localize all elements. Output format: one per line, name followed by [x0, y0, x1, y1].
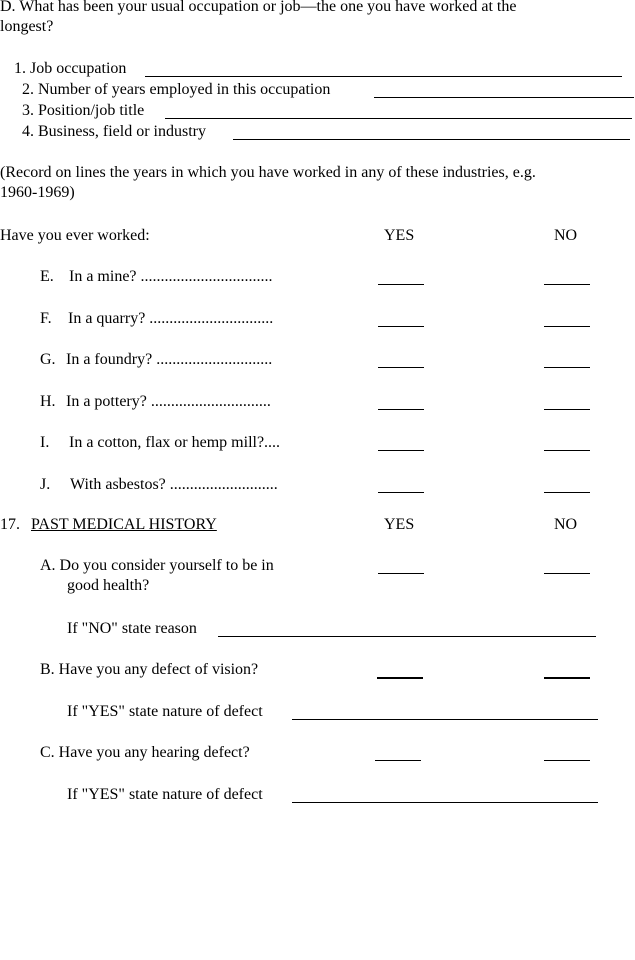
no-reason-label: If "NO" state reason	[67, 620, 197, 637]
asbestos-no-blank[interactable]	[544, 492, 590, 493]
hearing-nature-label: If "YES" state nature of defect	[67, 786, 263, 803]
section-number: 17.	[0, 516, 20, 533]
asbestos-question: With asbestos? ...........................	[70, 476, 278, 493]
question-letter: E.	[40, 268, 54, 285]
worked-prompt: Have you ever worked:	[0, 227, 150, 244]
question-letter: I.	[40, 434, 50, 451]
years-employed-line[interactable]	[374, 97, 634, 98]
worked-no-header: NO	[554, 227, 578, 244]
hearing-yes-blank[interactable]	[375, 760, 421, 761]
pottery-no-blank[interactable]	[544, 409, 590, 410]
pottery-question: In a pottery? ..............................	[66, 393, 271, 410]
good-health-question-line1: A. Do you consider yourself to be in	[40, 557, 274, 574]
mine-no-blank[interactable]	[544, 284, 590, 285]
pottery-yes-blank[interactable]	[378, 409, 424, 410]
vision-yes-blank[interactable]	[377, 677, 423, 679]
quarry-no-blank[interactable]	[544, 326, 590, 327]
position-title-line[interactable]	[165, 118, 632, 119]
hearing-no-blank[interactable]	[544, 760, 590, 761]
quarry-yes-blank[interactable]	[378, 326, 424, 327]
record-note-line2: 1960-1969)	[0, 184, 75, 201]
worked-yes-header: YES	[384, 227, 415, 244]
question-letter: G.	[40, 351, 56, 368]
question-letter: H.	[40, 393, 56, 410]
business-field-line[interactable]	[233, 139, 630, 140]
section-title: PAST MEDICAL HISTORY	[31, 516, 217, 533]
quarry-question: In a quarry? ...............................	[68, 310, 274, 327]
question-letter: F.	[40, 310, 52, 327]
mine-yes-blank[interactable]	[378, 284, 424, 285]
good-health-question-line2: good health?	[67, 577, 150, 594]
mine-question: In a mine? .................................	[69, 268, 273, 285]
record-note-line1: (Record on lines the years in which you have worked in any of these industries, e.g.	[0, 164, 536, 181]
vision-defect-question: B. Have you any defect of vision?	[40, 661, 259, 678]
vision-nature-label: If "YES" state nature of defect	[67, 703, 263, 720]
job-occupation-label: 1. Job occupation	[14, 60, 127, 77]
hearing-defect-question: C. Have you any hearing defect?	[40, 744, 250, 761]
good-health-no-blank[interactable]	[544, 573, 590, 574]
medical-no-header: NO	[554, 516, 578, 533]
question-d-line2: longest?	[0, 18, 54, 35]
business-field-label: 4. Business, field or industry	[22, 123, 206, 140]
foundry-no-blank[interactable]	[544, 367, 590, 368]
question-d-line1: D. What has been your usual occupation or job—the one you have worked at the	[0, 0, 517, 15]
question-letter: J.	[40, 476, 51, 493]
position-title-label: 3. Position/job title	[22, 102, 145, 119]
foundry-question: In a foundry? .............................	[66, 351, 273, 368]
no-reason-line[interactable]	[218, 636, 596, 637]
foundry-yes-blank[interactable]	[378, 367, 424, 368]
vision-no-blank[interactable]	[544, 677, 590, 679]
hearing-nature-line[interactable]	[292, 802, 598, 803]
vision-nature-line[interactable]	[292, 719, 598, 720]
cotton-mill-no-blank[interactable]	[544, 450, 590, 451]
medical-yes-header: YES	[384, 516, 415, 533]
cotton-mill-question: In a cotton, flax or hemp mill?....	[69, 434, 281, 451]
asbestos-yes-blank[interactable]	[378, 492, 424, 493]
good-health-yes-blank[interactable]	[378, 573, 424, 574]
years-employed-label: 2. Number of years employed in this occupation	[22, 81, 331, 98]
job-occupation-line[interactable]	[145, 76, 622, 77]
cotton-mill-yes-blank[interactable]	[378, 450, 424, 451]
